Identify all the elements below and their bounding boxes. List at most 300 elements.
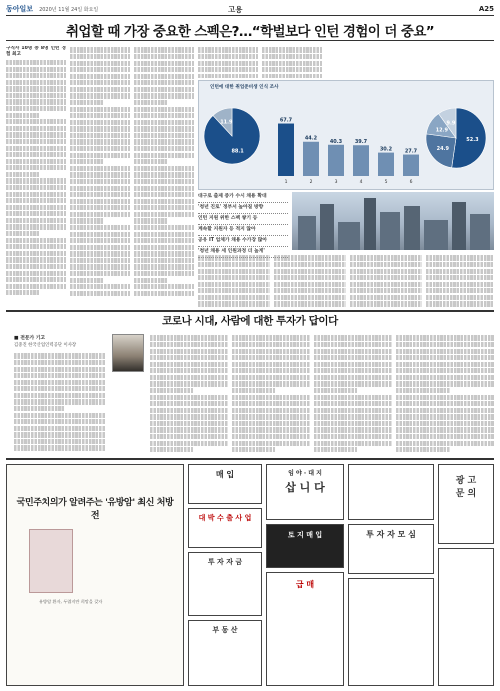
article-body-text xyxy=(350,255,422,306)
article-body-text xyxy=(198,47,258,78)
text-line xyxy=(396,335,494,340)
text-line xyxy=(396,355,494,360)
text-line xyxy=(6,73,66,78)
classified-ad-2[interactable] xyxy=(188,508,262,548)
text-line xyxy=(396,368,494,373)
text-line xyxy=(232,408,310,413)
text-line xyxy=(14,399,106,404)
text-line xyxy=(134,199,194,204)
article-body-text xyxy=(70,47,130,296)
text-line xyxy=(150,395,228,400)
text-line xyxy=(314,368,392,373)
text-line xyxy=(314,414,392,419)
text-line xyxy=(396,342,494,347)
bar-chart-category: 3 xyxy=(334,180,338,185)
pull-quote-line: 계속할 지원자 등 적지 않아 xyxy=(198,225,288,236)
bar-chart-bar xyxy=(378,153,394,176)
headline-rule xyxy=(6,40,494,41)
text-line xyxy=(314,375,392,380)
column-body-5 xyxy=(396,334,494,454)
text-line xyxy=(70,245,130,250)
pull-quote-line: 인턴 지원 위한 스펙 쌓기 등 xyxy=(198,214,288,225)
article-body-text xyxy=(314,335,392,452)
text-line xyxy=(134,146,194,151)
text-line xyxy=(70,159,103,164)
text-line xyxy=(232,355,310,360)
article-column-7 xyxy=(274,254,346,308)
text-line xyxy=(314,335,392,340)
text-line xyxy=(6,284,66,289)
text-line xyxy=(426,282,494,287)
text-line xyxy=(134,159,167,164)
section-rule xyxy=(6,310,494,312)
bar-chart-value: 67.7 xyxy=(279,117,293,124)
text-line xyxy=(6,106,66,111)
text-line xyxy=(70,225,130,230)
text-line xyxy=(134,166,194,171)
text-line xyxy=(134,264,194,269)
text-line xyxy=(150,342,228,347)
text-line xyxy=(70,284,130,289)
text-line xyxy=(350,275,422,280)
text-line xyxy=(274,282,346,287)
text-line xyxy=(6,205,66,210)
text-line xyxy=(232,421,310,426)
text-line xyxy=(6,198,66,203)
article-body-text xyxy=(262,47,322,78)
text-line xyxy=(314,427,392,432)
text-line xyxy=(150,427,228,432)
text-line xyxy=(396,414,494,419)
text-line xyxy=(232,362,310,367)
text-line xyxy=(14,373,106,378)
text-line xyxy=(14,393,106,398)
text-line xyxy=(70,100,103,105)
text-line xyxy=(198,47,258,52)
text-line xyxy=(134,192,194,197)
text-line xyxy=(6,99,66,104)
book-ad-subtitle: 유방암 환자, 두렵지만 희망을 갖자 xyxy=(39,599,103,604)
newspaper-logo: 동아일보 xyxy=(6,5,34,13)
text-line xyxy=(14,380,106,385)
text-line xyxy=(6,231,39,236)
bar-chart-category: 4 xyxy=(359,180,363,185)
text-line xyxy=(150,408,228,413)
text-line xyxy=(70,264,130,269)
text-line xyxy=(274,295,346,300)
text-line xyxy=(198,262,270,267)
bar-chart-category: 5 xyxy=(384,180,388,185)
text-line xyxy=(134,179,194,184)
text-line xyxy=(150,375,228,380)
text-line xyxy=(70,186,130,191)
text-line xyxy=(6,178,66,183)
pull-quote-line: 공유 IT 업체가 채용 수가장 많아 xyxy=(198,236,288,247)
text-line xyxy=(274,301,346,306)
text-line xyxy=(70,153,130,158)
pull-quote-line: '청년 진로' 정부서 높아질 방향 xyxy=(198,203,288,214)
text-line xyxy=(396,447,450,452)
book-cover-image xyxy=(29,529,73,593)
text-line xyxy=(198,61,258,66)
text-line xyxy=(350,269,422,274)
text-line xyxy=(150,335,228,340)
text-line xyxy=(6,93,66,98)
classified-ad-title: 급 매 xyxy=(295,580,315,589)
classified-ad-title: 투 자 자 모 심 xyxy=(366,530,416,539)
text-line xyxy=(6,152,66,157)
text-line xyxy=(314,421,392,426)
ad-section-rule xyxy=(6,458,494,460)
text-line xyxy=(396,362,494,367)
text-line xyxy=(6,277,66,282)
text-line xyxy=(150,381,228,386)
text-line xyxy=(396,349,494,354)
text-line xyxy=(198,255,270,260)
article-body-text xyxy=(232,335,310,452)
text-line xyxy=(350,282,422,287)
article-column-6 xyxy=(198,254,270,308)
text-line xyxy=(150,434,228,439)
text-line xyxy=(198,282,270,287)
text-line xyxy=(426,301,494,306)
classified-ad-10[interactable] xyxy=(266,572,344,686)
text-line xyxy=(232,342,310,347)
bar-chart-value: 40.3 xyxy=(329,138,343,145)
article-body-text xyxy=(150,335,228,452)
column-body-3 xyxy=(232,334,310,454)
text-line xyxy=(396,434,494,439)
text-line xyxy=(6,132,66,137)
text-line xyxy=(6,185,66,190)
bar-chart-bar xyxy=(403,155,419,176)
text-line xyxy=(70,107,130,112)
text-line xyxy=(262,74,322,78)
text-line xyxy=(232,368,310,373)
book-ad[interactable] xyxy=(6,464,184,686)
pull-quote-line: '청년 채용 세 인원과정 더 높게' xyxy=(198,247,288,258)
text-line xyxy=(232,434,310,439)
text-line xyxy=(396,381,494,386)
article-column-9 xyxy=(426,254,494,308)
bar-chart-bar xyxy=(328,145,344,176)
text-line xyxy=(6,60,66,65)
text-line xyxy=(150,401,228,406)
column-label: ■ 전문가 기고 xyxy=(14,336,46,341)
text-line xyxy=(232,395,310,400)
page-number: A25 xyxy=(478,5,494,13)
text-line xyxy=(426,295,494,300)
text-line xyxy=(6,192,66,197)
text-line xyxy=(314,401,392,406)
text-line xyxy=(232,375,310,380)
second-headline: 코로나 시대, 사람에 대한 투자가 답이다 xyxy=(162,315,338,327)
pie-chart-2-label: 52.3 xyxy=(466,137,479,144)
classified-ad-title: 토 지 매 입 xyxy=(287,531,323,539)
text-line xyxy=(314,342,392,347)
column-body-4 xyxy=(314,334,392,454)
text-line xyxy=(426,262,494,267)
text-line xyxy=(396,375,494,380)
book-ad-title: 국민주치의가 알려주는 '유방암' 최신 처방전 xyxy=(16,498,174,521)
text-line xyxy=(70,205,130,210)
pull-quotes xyxy=(198,192,288,258)
text-line xyxy=(134,225,194,230)
text-line xyxy=(396,401,494,406)
text-line xyxy=(396,395,494,400)
text-line xyxy=(70,54,130,59)
author-portrait xyxy=(112,334,144,372)
text-line xyxy=(274,288,346,293)
column-author: 김중진 한국산업인력공단 이사장 xyxy=(14,343,77,348)
bar-chart-value: 44.2 xyxy=(304,135,318,142)
text-line xyxy=(134,107,194,112)
classified-ad-title: 투 자 자 금 xyxy=(207,558,243,566)
classified-ad-title: 매 입 xyxy=(215,470,235,479)
classified-ad-4[interactable] xyxy=(348,464,434,520)
text-line xyxy=(150,414,228,419)
classified-ad-7[interactable] xyxy=(188,552,262,616)
pie-chart-1-label: 88.1 xyxy=(231,148,244,155)
text-line xyxy=(274,269,346,274)
text-line xyxy=(134,74,194,79)
text-line xyxy=(70,93,130,98)
column-body-2 xyxy=(150,334,228,454)
text-line xyxy=(134,172,194,177)
text-line xyxy=(70,271,130,276)
text-line xyxy=(70,139,130,144)
text-line xyxy=(70,192,130,197)
pie-chart-2-label: 12.9 xyxy=(435,127,449,134)
article-column-2 xyxy=(70,46,130,301)
text-line xyxy=(6,113,39,118)
text-line xyxy=(70,126,130,131)
text-line xyxy=(232,427,310,432)
text-line xyxy=(134,54,194,59)
text-line xyxy=(70,199,130,204)
text-line xyxy=(198,67,258,72)
text-line xyxy=(134,258,194,263)
classified-ad-11[interactable] xyxy=(348,578,434,686)
text-line xyxy=(70,218,103,223)
text-line xyxy=(14,406,65,411)
text-line xyxy=(6,224,66,229)
text-line xyxy=(70,238,130,243)
text-line xyxy=(134,47,194,52)
article-body-text xyxy=(6,60,66,295)
text-line xyxy=(134,80,194,85)
text-line xyxy=(232,349,310,354)
text-line xyxy=(6,238,66,243)
text-line xyxy=(426,288,494,293)
text-line xyxy=(134,218,167,223)
article-body-text xyxy=(198,255,270,306)
text-line xyxy=(150,388,193,393)
text-line xyxy=(134,100,167,105)
text-line xyxy=(198,295,270,300)
bar-chart-bar xyxy=(353,145,369,176)
text-line xyxy=(134,251,194,256)
text-line xyxy=(274,262,346,267)
classified-ad-8[interactable] xyxy=(188,620,262,686)
text-line xyxy=(426,269,494,274)
article-body-text xyxy=(274,255,346,306)
text-line xyxy=(70,113,130,118)
article-subhead: 구직자 10명 중 8명 인턴 경험 최고 xyxy=(6,46,66,57)
text-line xyxy=(6,159,66,164)
bar-chart-category: 2 xyxy=(309,180,313,185)
text-line xyxy=(6,126,66,131)
text-line xyxy=(198,275,270,280)
text-line xyxy=(70,146,130,151)
classified-ad-1[interactable] xyxy=(188,464,262,504)
text-line xyxy=(134,232,194,237)
text-line xyxy=(262,47,322,52)
text-line xyxy=(70,291,130,296)
classified-ad-12[interactable] xyxy=(438,548,494,686)
classified-ad-5[interactable] xyxy=(348,524,434,574)
text-line xyxy=(314,355,392,360)
text-line xyxy=(426,275,494,280)
text-line xyxy=(198,54,258,59)
classified-ad-9[interactable] xyxy=(266,524,344,568)
text-line xyxy=(396,408,494,413)
classified-ad-title: 삽 니 다 xyxy=(285,481,325,494)
city-skyline-photo xyxy=(292,192,494,250)
text-line xyxy=(232,447,275,452)
bar-chart-bar xyxy=(278,124,294,176)
article-column-4 xyxy=(198,46,258,78)
text-line xyxy=(6,86,66,91)
pie-chart-1-label: 11.9 xyxy=(220,119,233,126)
column-body-1 xyxy=(14,352,106,454)
text-line xyxy=(396,421,494,426)
text-line xyxy=(350,262,422,267)
text-line xyxy=(70,74,130,79)
article-column-3 xyxy=(134,46,194,301)
text-line xyxy=(134,291,194,296)
text-line xyxy=(314,349,392,354)
text-line xyxy=(134,278,167,283)
article-column-5 xyxy=(262,46,322,78)
classified-ad-3[interactable] xyxy=(266,464,344,520)
bar-chart-bar xyxy=(303,142,319,176)
classified-ad-title: 부 동 산 xyxy=(212,626,238,634)
text-line xyxy=(70,179,130,184)
text-line xyxy=(396,427,494,432)
text-line xyxy=(134,133,194,138)
bar-chart-value: 27.7 xyxy=(404,148,418,155)
text-line xyxy=(232,401,310,406)
text-line xyxy=(198,269,270,274)
article-body-text xyxy=(396,335,494,452)
text-line xyxy=(6,251,66,256)
text-line xyxy=(150,349,228,354)
main-headline: 취업할 때 가장 중요한 스펙은?…“학벌보다 인턴 경험이 더 중요” xyxy=(65,24,435,40)
text-line xyxy=(150,421,228,426)
text-line xyxy=(6,211,66,216)
text-line xyxy=(314,434,392,439)
bar-chart-category: 1 xyxy=(284,180,288,185)
text-line xyxy=(6,139,66,144)
text-line xyxy=(14,413,106,418)
text-line xyxy=(134,120,194,125)
text-line xyxy=(426,255,494,260)
text-line xyxy=(70,80,130,85)
text-line xyxy=(232,335,310,340)
pull-quote-line: 대구로 출제 증가 수시 채용 확대 xyxy=(198,192,288,203)
text-line xyxy=(6,271,66,276)
ad-inquiry[interactable] xyxy=(438,464,494,544)
issue-date: 2020년 11월 24일 화요일 xyxy=(39,6,99,13)
text-line xyxy=(134,67,194,72)
section-label: 고용 xyxy=(228,4,243,14)
article-column-8 xyxy=(350,254,422,308)
text-line xyxy=(134,186,194,191)
text-line xyxy=(396,388,450,393)
text-line xyxy=(134,113,194,118)
text-line xyxy=(134,87,194,92)
text-line xyxy=(232,381,310,386)
text-line xyxy=(134,153,194,158)
text-line xyxy=(314,388,357,393)
pie-chart-2-label: 9.9 xyxy=(446,120,456,127)
text-line xyxy=(70,251,130,256)
text-line xyxy=(134,205,194,210)
text-line xyxy=(150,441,228,446)
classified-ad-subtitle: 임 야 · 대 지 xyxy=(288,470,322,477)
bar-chart-value: 30.2 xyxy=(379,146,393,153)
text-line xyxy=(262,67,322,72)
text-line xyxy=(70,232,130,237)
ad-inquiry-title: 광 고 문 의 xyxy=(455,476,477,499)
text-line xyxy=(14,353,106,358)
text-line xyxy=(262,54,322,59)
text-line xyxy=(274,255,346,260)
text-line xyxy=(134,139,194,144)
text-line xyxy=(14,419,106,424)
text-line xyxy=(314,447,357,452)
text-line xyxy=(314,395,392,400)
text-line xyxy=(134,284,194,289)
text-line xyxy=(150,447,193,452)
text-line xyxy=(134,93,194,98)
text-line xyxy=(150,355,228,360)
article-body-text xyxy=(14,353,106,450)
text-line xyxy=(262,61,322,66)
text-line xyxy=(70,87,130,92)
text-line xyxy=(6,146,66,151)
text-line xyxy=(6,290,39,295)
text-line xyxy=(198,301,270,306)
text-line xyxy=(150,368,228,373)
text-line xyxy=(350,288,422,293)
text-line xyxy=(14,445,106,450)
text-line xyxy=(70,258,130,263)
text-line xyxy=(14,426,106,431)
text-line xyxy=(198,288,270,293)
text-line xyxy=(314,381,392,386)
article-body-text xyxy=(134,47,194,296)
text-line xyxy=(6,244,66,249)
text-line xyxy=(314,408,392,413)
text-line xyxy=(134,212,194,217)
text-line xyxy=(314,441,392,446)
pie-chart-2-label: 24.9 xyxy=(436,145,449,152)
text-line xyxy=(150,362,228,367)
text-line xyxy=(232,441,310,446)
text-line xyxy=(70,212,130,217)
